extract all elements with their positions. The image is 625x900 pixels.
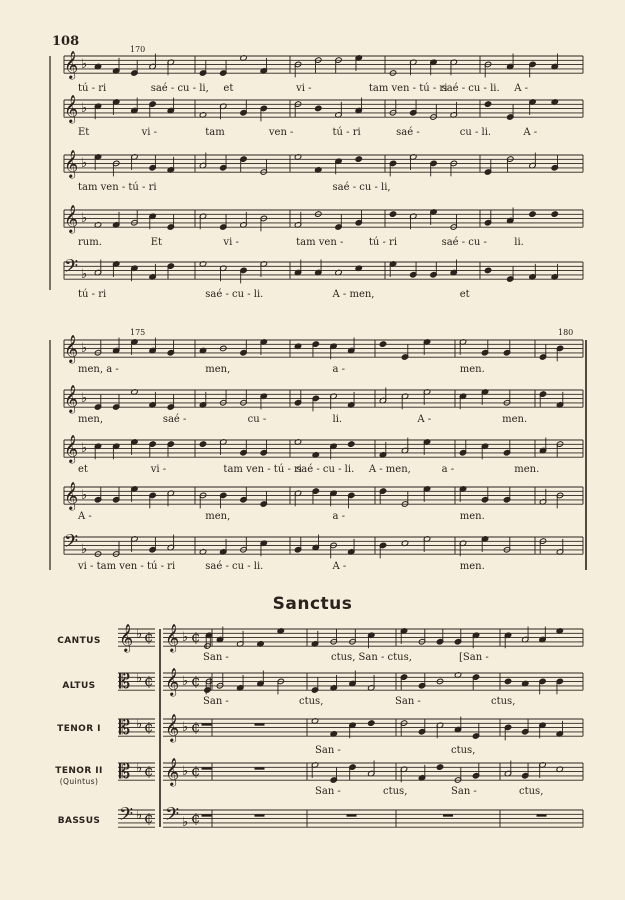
lyric-text: San - [451,786,477,797]
treble-clef-icon: 𝄞 [119,623,134,652]
rest-icon [443,814,453,816]
lyric-text: tú - ri [332,127,361,138]
note-group [539,438,563,458]
lyric-text: men. [502,414,528,425]
note-group [199,212,267,232]
note-group [504,719,563,741]
flat-icon: ♭ [81,441,88,456]
lyric-text: men. [459,511,485,522]
flat-icon: ♭ [81,57,88,72]
lyric-text: saé - cu - li, [150,83,209,94]
lyric-text: cu - li. [459,127,492,138]
flat-icon: ♭ [81,488,88,503]
flat-icon: ♭ [136,761,143,776]
lyric-text: ctus, [491,696,516,707]
lyric-text: Et [150,237,163,248]
cut-time-icon: ¢ [191,762,201,780]
treble-clef-icon: 𝄞 [64,334,79,363]
flat-icon: ♭ [81,101,88,116]
lyric-text: rum. [78,237,102,248]
measure-number: 175 [130,328,146,337]
alto-clef-icon: 𝄡 [119,715,131,739]
note-group [199,261,267,284]
note-group [199,537,267,557]
lyric-text: saé - cu - li. [296,464,355,475]
flat-icon: ♭ [81,211,88,226]
flat-icon: ♭ [81,341,88,356]
note-group [539,538,563,555]
lyric-text: San - [315,786,341,797]
lyric-text: saé - [396,127,420,138]
lyric-text: ctus, [383,786,408,797]
flat-icon: ♭ [136,627,143,642]
lyric-text: tam ven - tú - ri [78,182,157,193]
treble-clef-icon: 𝄞 [64,204,79,233]
lyric-text: A - [417,414,432,425]
lyric-text: San - [395,696,421,707]
cut-time-icon: ¢ [144,672,154,690]
rest-icon [347,814,357,816]
lyric-text: li. [332,414,343,425]
lyric-text: et [223,83,234,94]
treble-clef-icon: 𝄞 [165,713,180,742]
cut-time-icon: ¢ [144,628,154,646]
lyric-text: men. [459,561,485,572]
flat-icon: ♭ [182,630,189,645]
lyric-text: tam [205,127,225,138]
sanctus-title: Sanctus [272,594,353,614]
note-group [94,486,174,509]
cut-time-icon: ¢ [191,718,201,736]
lyric-text: a - [332,364,346,375]
treble-clef-icon: 𝄞 [165,757,180,786]
lyric-text: Et [78,127,90,138]
staff-system1 [64,262,583,279]
lyric-text: A - [78,511,92,522]
lyric-text: tú - ri [368,237,398,248]
lyric-text: A - [332,561,347,572]
lyric-text: men, a - [78,364,119,375]
note-group [94,154,174,177]
treble-clef-icon: 𝄞 [64,384,79,413]
lyric-text: saé - cu - li, [332,182,391,193]
lyric-text: vi - [141,127,158,138]
staff-system1 [64,155,583,172]
lyric-text: San - [315,745,341,756]
note-group [294,98,362,119]
note-group [216,627,284,648]
lyric-text: a - [332,511,346,522]
staff-sanctus [163,810,583,827]
cut-time-icon: ¢ [144,718,154,736]
rest-icon [255,723,265,725]
lyric-text: ctus, [451,745,476,756]
note-group [379,536,430,559]
treble-clef-icon: 𝄞 [64,434,79,463]
flat-icon: ♭ [136,671,143,686]
staff-system1 [64,100,583,117]
lyric-text: saé - cu - li. [205,289,264,300]
note-group [379,438,430,459]
lyric-text: men. [459,364,485,375]
cut-time-icon: ¢ [191,628,201,646]
note-group [294,55,362,78]
lyric-text: men, [78,414,104,425]
lyric-text: ctus, [519,786,544,797]
flat-icon: ♭ [81,156,88,171]
lyric-text: men, [205,364,231,375]
note-group [400,672,479,690]
treble-clef-icon: 𝄞 [165,667,180,696]
note-group [539,489,563,509]
note-group [294,390,355,412]
lyric-text: men, [205,511,231,522]
page-number: 108 [52,34,80,49]
rest-icon [255,767,265,769]
lyric-text: cu - [247,414,267,425]
lyric-text: tam ven - tú - ri [368,83,448,94]
lyric-text: li. [514,237,524,248]
cut-time-icon: ¢ [191,809,201,827]
flat-icon: ♭ [81,267,88,282]
treble-clef-icon: 𝄞 [64,149,79,178]
bass-clef-icon: 𝄢 [64,531,79,557]
flat-icon: ♭ [182,815,189,830]
lyric-text: A - [523,127,538,138]
staff-system1 [64,56,583,73]
lyric-text: et [78,464,88,475]
flat-icon: ♭ [182,764,189,779]
note-group [484,54,558,78]
rest-icon [537,814,547,816]
note-group [294,535,355,559]
note-group [199,487,267,509]
staff-sanctus [163,673,583,690]
treble-clef-icon: 𝄞 [64,481,79,510]
lyric-text: saé - cu - li. [205,561,264,572]
note-group [311,629,375,649]
flat-icon: ♭ [136,808,143,823]
part-label-altus: ALTUS [62,681,96,691]
cut-time-icon: ¢ [191,672,201,690]
note-group [389,154,457,177]
part-label-tenor-2: TENOR II (Quintus) [55,766,103,786]
measure-number: 180 [558,328,574,337]
lyric-text: vi - [150,464,167,475]
lyric-text: San - [203,696,229,707]
rest-icon [202,723,212,725]
alto-clef-icon: 𝄡 [119,669,131,693]
note-group [459,440,510,460]
flat-icon: ♭ [136,717,143,732]
part-label-tenor-1: TENOR I [57,724,101,734]
lyric-text: vi - tam ven - tú - ri [78,561,176,572]
note-group [199,100,267,122]
lyric-text: saé - cu - li. [441,83,500,94]
part-label-cantus: CANTUS [57,636,101,646]
lyric-text: A - [514,83,529,94]
treble-clef-icon: 𝄞 [64,50,79,79]
cut-time-icon: ¢ [144,809,154,827]
lyric-text: A - men, [368,464,411,475]
rest-icon [202,767,212,769]
rest-icon [255,814,265,816]
flat-icon: ♭ [182,674,189,689]
bass-clef-icon: 𝄢 [165,804,180,830]
lyric-text: vi - [223,237,239,248]
lyric-text: ctus, [299,696,324,707]
lyric-text: ctus, San - ctus, [331,652,412,663]
bass-clef-icon: 𝄢 [64,256,79,282]
treble-clef-icon: 𝄞 [165,623,180,652]
note-group [216,671,284,695]
lyric-text: men. [514,464,540,475]
flat-icon: ♭ [182,720,189,735]
note-group [539,391,563,408]
lyric-text: tam ven - [296,237,344,248]
staff-sanctus [163,629,583,646]
lyric-text: a - [441,464,455,475]
lyric-text: tú - ri [78,83,107,94]
lyric-text: [San - [459,652,489,663]
rest-icon [202,814,212,816]
lyric-text: tam ven - tú - ri [223,464,302,475]
staff-system1 [64,210,583,227]
cut-time-icon: ¢ [144,762,154,780]
lyric-text: saé - [162,414,187,425]
flat-icon: ♭ [81,391,88,406]
lyric-text: et [459,289,470,300]
note-group [199,390,267,410]
lyric-text: saé - cu - [441,237,487,248]
flat-icon: ♭ [81,542,88,557]
lyric-text: vi - [296,83,312,94]
alto-clef-icon: 𝄡 [119,759,131,783]
lyric-text: San - [203,652,229,663]
lyric-text: ven - [268,127,294,138]
treble-clef-icon: 𝄞 [64,94,79,123]
measure-number: 170 [130,45,146,54]
part-label-bassus: BASSUS [57,816,101,826]
bass-clef-icon: 𝄢 [119,804,134,830]
lyric-text: tú - ri [78,289,107,300]
lyric-text: A - men, [332,289,375,300]
